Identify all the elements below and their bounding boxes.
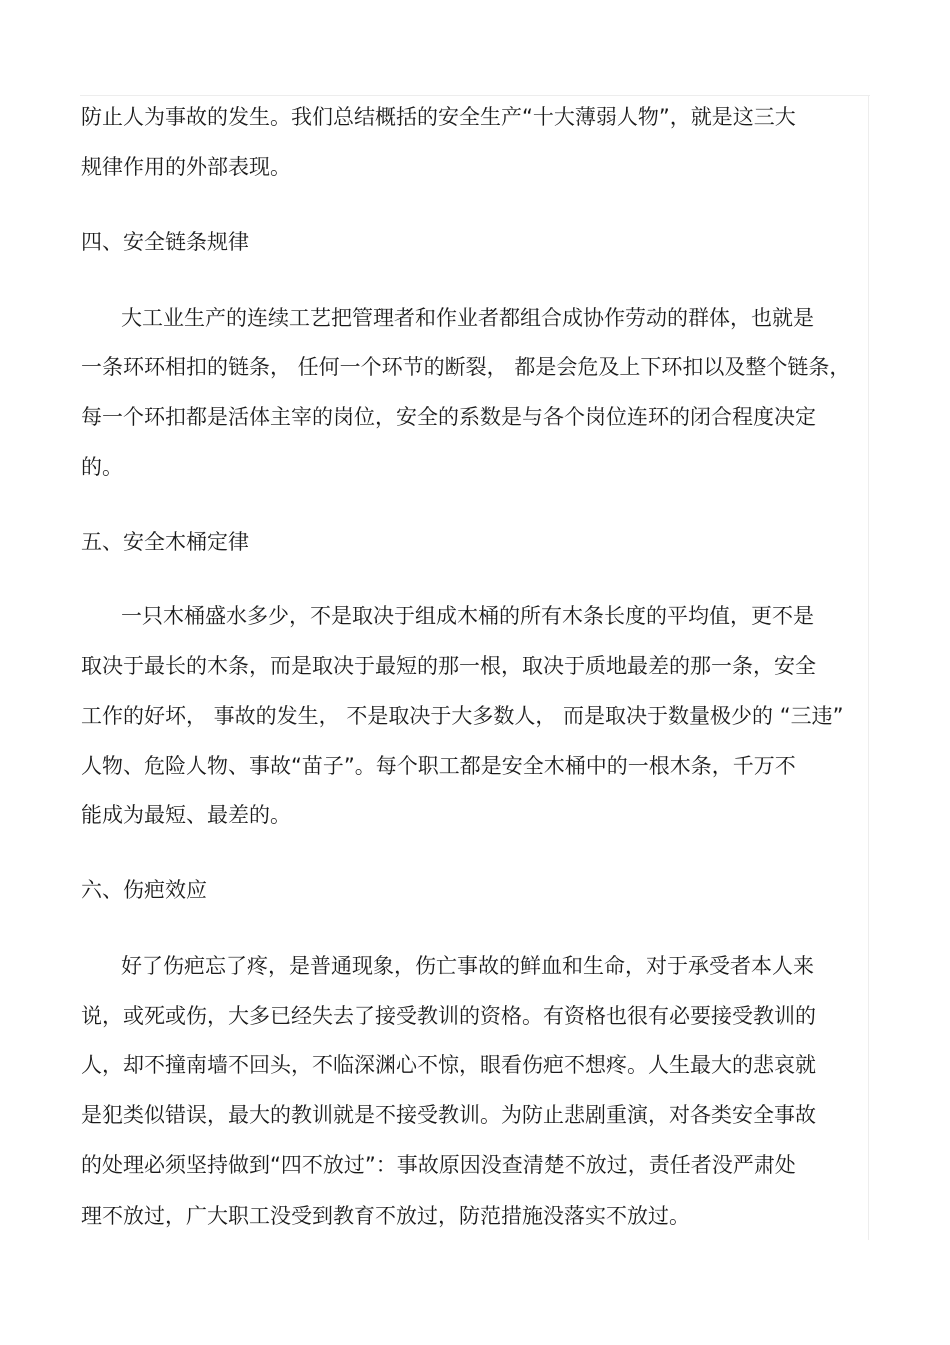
page-border-top — [80, 95, 870, 96]
paragraph-line: 好了伤疤忘了疼，是普通现象，伤亡事故的鲜血和生命，对于承受者本人来 — [121, 954, 814, 978]
paragraph-line: 说，或死或伤，大多已经失去了接受教训的资格。有资格也很有必要接受教训的 — [81, 1004, 816, 1028]
paragraph-line: 理不放过，广大职工没受到教育不放过，防范措施没落实不放过。 — [81, 1204, 690, 1228]
paragraph-line: 规律作用的外部表现。 — [81, 155, 291, 179]
paragraph-line: 工作的好坏， 事故的发生， 不是取决于大多数人， 而是取决于数量极少的 “三违” — [81, 704, 844, 728]
paragraph-line: 的处理必须坚持做到“四不放过”：事故原因没查清楚不放过，责任者没严肃处 — [81, 1153, 796, 1177]
page-border-right — [868, 95, 869, 1240]
section-heading: 四、安全链条规律 — [81, 230, 249, 254]
paragraph-line: 人，却不撞南墙不回头，不临深渊心不惊，眼看伤疤不想疼。人生最大的悲哀就 — [81, 1053, 816, 1077]
section-heading: 六、伤疤效应 — [81, 878, 207, 902]
paragraph-line: 的。 — [81, 455, 123, 479]
paragraph-line: 取决于最长的木条，而是取决于最短的那一根，取决于质地最差的那一条，安全 — [81, 654, 816, 678]
paragraph-line: 人物、危险人物、事故“苗子”。每个职工都是安全木桶中的一根木条，千万不 — [81, 754, 796, 778]
paragraph-line: 一只木桶盛水多少，不是取决于组成木桶的所有木条长度的平均值，更不是 — [121, 604, 814, 628]
paragraph-line: 防止人为事故的发生。我们总结概括的安全生产“十大薄弱人物”，就是这三大 — [81, 105, 796, 129]
paragraph-line: 一条环环相扣的链条， 任何一个环节的断裂， 都是会危及上下环扣以及整个链条， — [81, 355, 851, 379]
paragraph-line: 大工业生产的连续工艺把管理者和作业者都组合成协作劳动的群体，也就是 — [121, 306, 814, 330]
paragraph-line: 每一个环扣都是活体主宰的岗位，安全的系数是与各个岗位连环的闭合程度决定 — [81, 405, 816, 429]
paragraph-line: 能成为最短、最差的。 — [81, 803, 291, 827]
paragraph-line: 是犯类似错误，最大的教训就是不接受教训。为防止悲剧重演，对各类安全事故 — [81, 1103, 816, 1127]
section-heading: 五、安全木桶定律 — [81, 530, 249, 554]
